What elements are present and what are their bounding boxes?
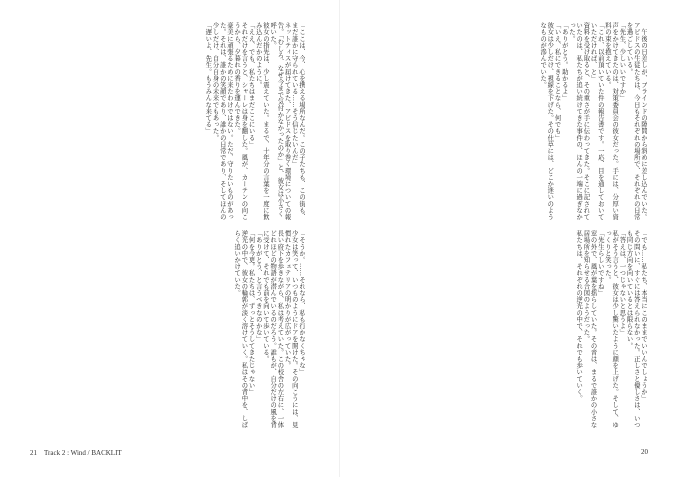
right-page bbox=[340, 0, 680, 477]
right-page-body-lower: 「でも……私たち、本当にこのままでいいんでしょうか」 その問いに、すぐには答えられなかった。正しさと優しさは、いつも同じ方向を向いているとは限らない。 「答えは、一つじゃないと思うよ」 私がそう言うと、彼女は少し驚いたように顔を上げた。そして、ゆっくりと笑った。 「先生らしいですね」 窓の外で、風が葉を揺らしていた。その音は、まるで誰かの小さな居場所を知らせる合図のようだった。 私たちは、それぞれの逆光の中で、それでも歩いていく。 bbox=[575, 230, 647, 428]
left-page-folio: 21 Track 2 : Wind / BACKLIT bbox=[30, 449, 122, 457]
left-page-body-upper: 「ここは、今、心を携える場所なんだ。この子たちも、この街も、まだ誰かに守られている……そう信じたいんだ」 ネットティスが届けてきた、アビドスを取り巻く環境についての報告。「むしろ、なぜ今まで気付かなかったのか」と、彼女は小さく呼いた。 彼女の指先は、少し震えていた。まるで、十年分の言葉を一度に飲み込んだかのように。 「ええ、でも、私たちはまだここにいる」 それだけを言うと、シャーレは身を翻した。風が、カーテンの向こうから、夕暮れの香りを運んできた。 豪美に頑張るために来たわけではない。ただ、守りたいものがあった。それは、誰かの笑顔であり、誰かの日常であり、そしてほんの少しだけ、自分自身の未来でもあった。 「遅いよ、先生。もうみんな来てる」 bbox=[204, 22, 305, 220]
right-page-folio: 20 bbox=[641, 448, 648, 456]
left-page-body-lower: 「そうか。……それなら、私も行かなくちゃな」 少女は笑って、いつものようにドアを開けた。その向こうには、見慣れたカフェテリアの明かりが広がっていた。 長い府下を歩きながら、私は考えていた。この校舎の左右に、一体どれほどの物語が潜んでいるのだろう。誰もが、自分だけの風を背に受けて、それでも前を向いて歩いている。 「ありがとう、と言うべきなのかな」 「何を今更。私たちは、ずっとそうしてきたじゃない」 逆光の中で、彼女の輪郭が淡く溶けていく。私はその背中を、しばらく追いかけていた。 bbox=[233, 230, 305, 428]
right-page-body-upper: 午後の日差しが、ブラインドの隙間から斜めに差し込んでいた。アビドスの生徒たちは、今日もそれぞれの場所で、それぞれの日常を過ごしている。 「先生、少しいいですか」 声をかけてきたのは、対策委員会の彼女だった。手には、分厚い資料の束を抱えている。 「これ、以前頂いていた件の報告書です。一応、目を通しておいていただければ、と」 資料を受け取ると、その重さが手に伝わってきた。そこに記されていたのは、私たちが追い続けてきた事件の、ほんの一端に過ぎなかった。 「ありがとう。助かるよ」 「いえ、私にできることなら、何でも」 彼女は少しだけ、視線を下げた。その仕草には、どこか迷いのようなものが滲んでいた。 bbox=[539, 22, 647, 220]
